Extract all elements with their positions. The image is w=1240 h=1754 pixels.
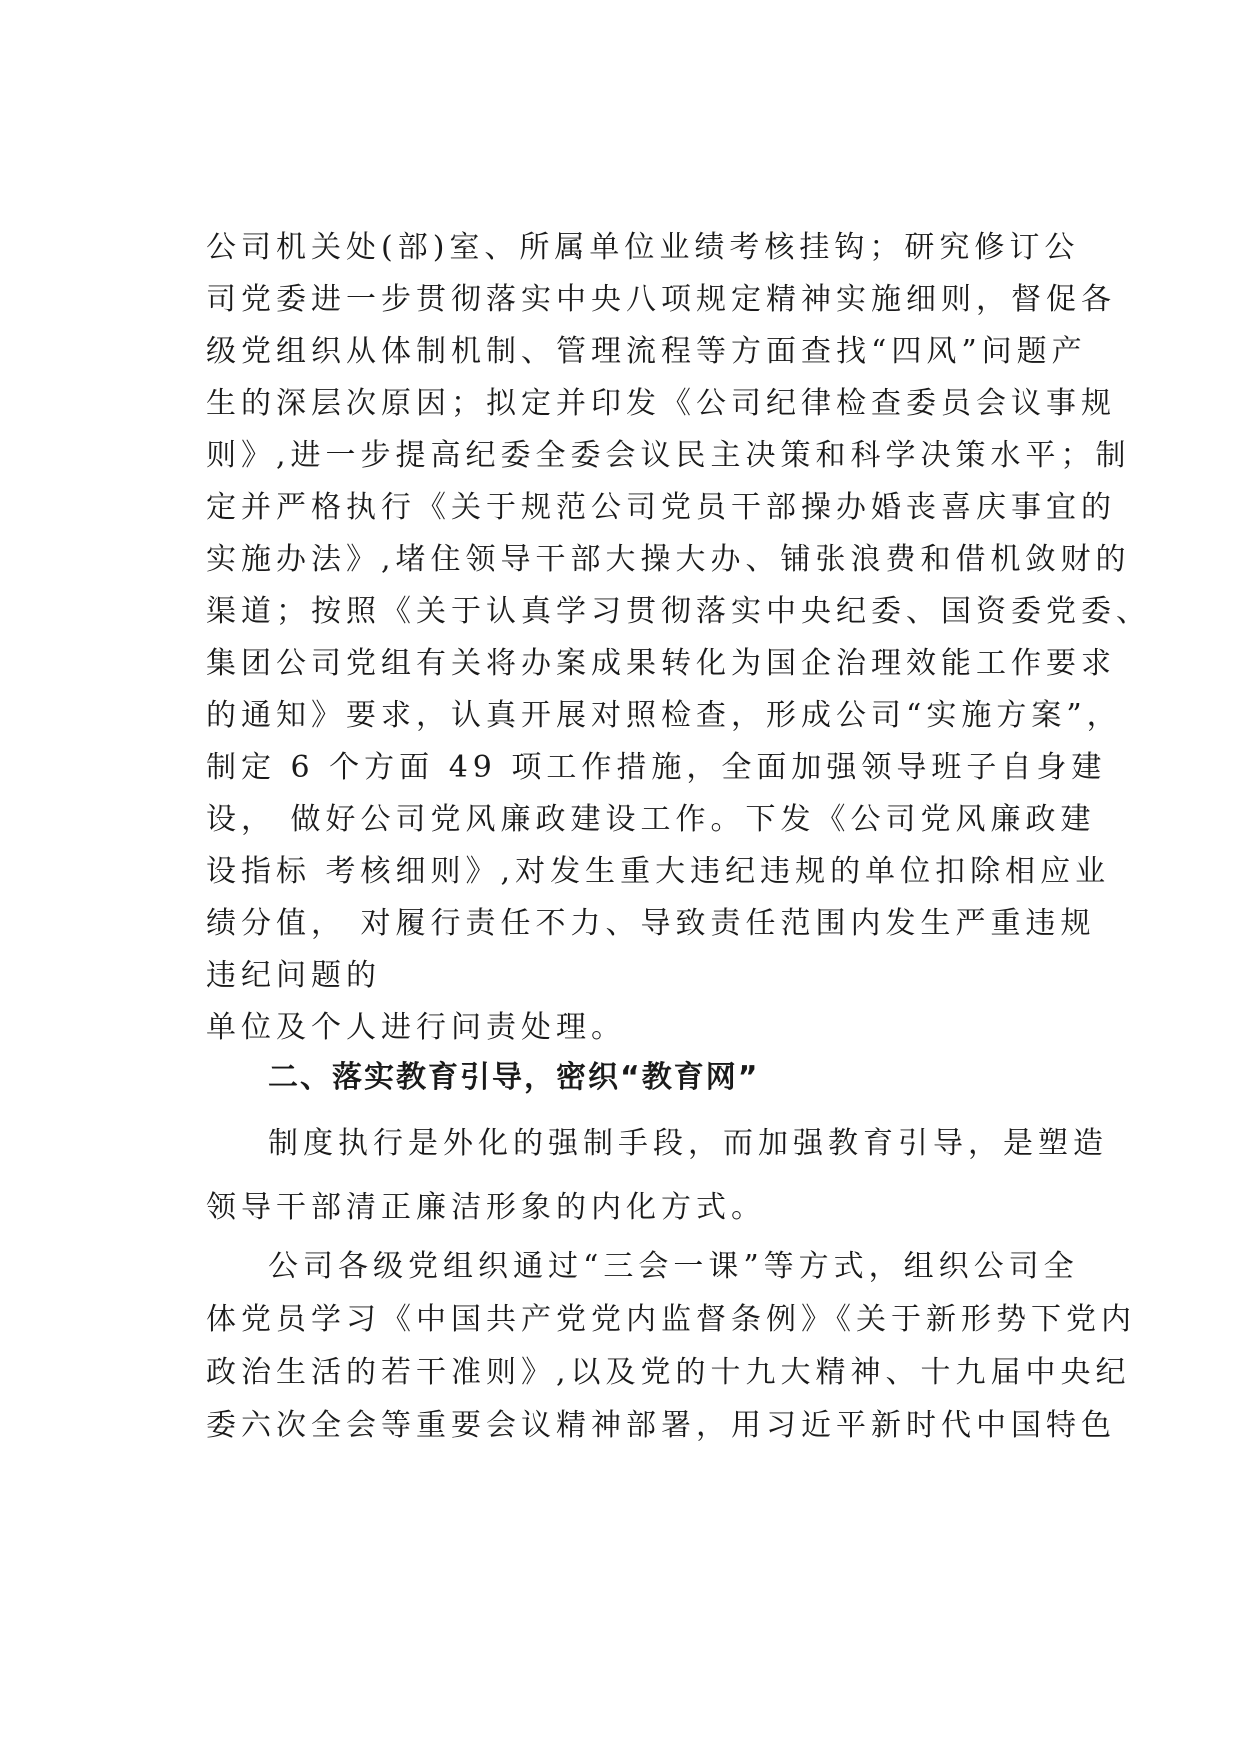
text-line: 渠道；按照《关于认真学习贯彻落实中央纪委、国资委党委、	[206, 594, 1151, 629]
text-line: 单位及个人进行问责处理。	[206, 1010, 626, 1045]
text-line: 定并严格执行《关于规范公司党员干部操办婚丧喜庆事宜的	[206, 490, 1116, 525]
text-line: 违纪问题的	[206, 958, 381, 993]
text-line: 生的深层次原因；拟定并印发《公司纪律检查委员会议事规	[206, 386, 1116, 421]
text-line: 设指标 考核细则》,对发生重大违纪违规的单位扣除相应业	[206, 854, 1111, 889]
text-line: 体党员学习《中国共产党党内监督条例》《关于新形势下党内	[206, 1302, 1136, 1337]
text-line: 委六次全会等重要会议精神部署，用习近平新时代中国特色	[206, 1408, 1116, 1443]
text-line: 集团公司党组有关将办案成果转化为国企治理效能工作要求	[206, 646, 1116, 681]
body-paragraph-3	[206, 1240, 1136, 1452]
body-paragraph-1	[206, 222, 1151, 1054]
text-line: 公司各级党组织通过“三会一课”等方式，组织公司全	[268, 1249, 1079, 1284]
text-line: 制度执行是外化的强制手段，而加强教育引导，是塑造	[268, 1126, 1108, 1161]
body-paragraph-2	[206, 1112, 1108, 1240]
text-line: 司党委进一步贯彻落实中央八项规定精神实施细则，督促各	[206, 282, 1116, 317]
text-line: 级党组织从体制机制、管理流程等方面查找“四风”问题产	[206, 334, 1087, 369]
text-line: 公司机关处(部)室、所属单位业绩考核挂钩；研究修订公	[206, 230, 1080, 265]
text-line: 制定 6 个方面 49 项工作措施，全面加强领导班子自身建	[206, 750, 1107, 785]
text-line: 政治生活的若干准则》,以及党的十九大精神、十九届中央纪	[206, 1355, 1131, 1390]
text-line: 设， 做好公司党风廉政建设工作。下发《公司党风廉政建	[206, 802, 1096, 837]
text-line: 实施办法》,堵住领导干部大操大办、铺张浪费和借机敛财的	[206, 542, 1131, 577]
text-line: 领导干部清正廉洁形象的内化方式。	[206, 1190, 766, 1225]
text-line: 则》,进一步提高纪委全委会议民主决策和科学决策水平；制	[206, 438, 1131, 473]
text-line: 的通知》要求，认真开展对照检查，形成公司“实施方案”，	[206, 698, 1122, 733]
section-heading: 二、落实教育引导，密织“教育网”	[268, 1060, 760, 1095]
text-line: 绩分值， 对履行责任不力、导致责任范围内发生严重违规	[206, 906, 1096, 941]
